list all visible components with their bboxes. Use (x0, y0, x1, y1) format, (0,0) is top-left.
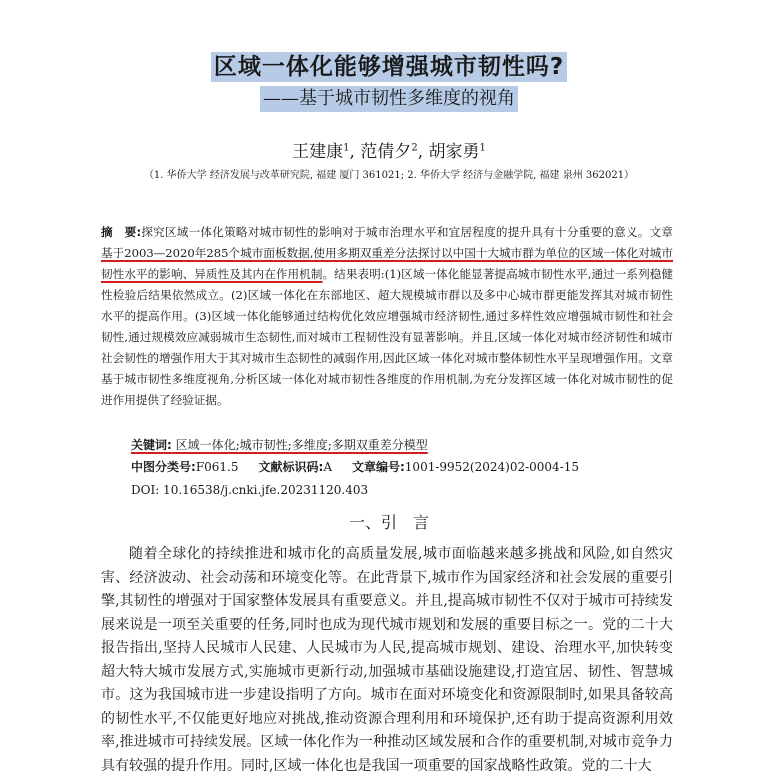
author-affil-mark: 1 (343, 142, 350, 154)
affiliations: （1. 华侨大学 经济发展与改革研究院, 福建 厦门 361021; 2. 华侨大学 经济与金融学院, 福建 泉州 362021） (143, 170, 635, 181)
subtitle-block (0, 86, 778, 112)
author-name: 胡家勇 (428, 142, 480, 162)
article-no-value: 1001-9952(2024)02-0004-15 (404, 460, 580, 474)
doc-code-label: 文献标识码: (258, 460, 324, 474)
title-block (0, 52, 778, 82)
paper-title: 区域一体化能够增强城市韧性吗? (211, 52, 567, 82)
abstract-text: 。结果表明:(1)区域一体化能显著提高城市韧性水平,通过一系列稳健性检验后结果依然成立。(2)区域一体化在东部地区、超大规模城市群以及多中心城市群更能发挥其对城市韧性水平的提高作用。(3)区域一体化能够通过结构优化效应增强城市经济韧性,通过多样性效应增强城市韧性和社会韧性,通过规模效应减弱城市生态韧性,而对城市工程韧性没有显著影响。并且,区域一体化对城市经济韧性和城市社会韧性的增强作用大于其对城市生态韧性的减弱作用,因此区域一体化对城市整体韧性水平呈现增强作用。文章基于城市韧性多维度视角,分析区域一体化对城市韧性各维度的作用机制,为充分发挥区域一体化对城市韧性的促进作用提供了经验证据。 (101, 267, 673, 407)
keywords-label: 关键词: (131, 438, 172, 452)
author-affil-mark: 2 (411, 142, 418, 154)
abstract-highlight: 基于2003—2020年285个城市面板数据,使用多期双重差分法探讨以中国十大城市群为单位的区域一体化对城市韧性水平的影响、异质性及其内在作用机制 (101, 246, 673, 281)
keywords (131, 436, 428, 454)
section-heading: 一、引 言 (348, 513, 429, 532)
clc-value: F061.5 (195, 460, 239, 474)
doc-code-value: A (323, 460, 332, 474)
doi: DOI: 10.16538/j.cnki.jfe.20231120.403 (131, 483, 369, 497)
author-name: 王建康 (292, 142, 344, 162)
author-separator: , (349, 142, 361, 162)
paper-subtitle: ——基于城市韧性多维度的视角 (260, 86, 518, 112)
keywords-value: 区域一体化;城市韧性;多维度;多期双重差分模型 (175, 438, 428, 452)
author-name: 范倩夕 (360, 142, 412, 162)
abstract (101, 222, 673, 411)
abstract-text: 探究区域一体化策略对城市韧性的影响对于城市治理水平和宜居程度的提升具有十分重要的意义。文章 (141, 225, 673, 239)
author-separator: , (417, 142, 429, 162)
author-affil-mark: 1 (479, 142, 486, 154)
clc-label: 中图分类号: (131, 460, 196, 474)
abstract-label: 摘 要: (101, 225, 142, 239)
author-list (0, 137, 778, 162)
article-no-label: 文章编号: (351, 460, 405, 474)
classification-line (131, 458, 579, 476)
body-paragraph: 随着全球化的持续推进和城市化的高质量发展,城市面临越来越多挑战和风险,如自然灾害、经济波动、社会动荡和环境变化等。在此背景下,城市作为国家经济和社会发展的重要引擎,其韧性的增强对于国家整体发展具有重要意义。并且,提高城市韧性不仅对于城市可持续发展来说是一项至关重要的任务,同时也成为现代城市规划和发展的重要目标之一。党的二十大报告指出,坚持人民城市人民建、人民城市为人民,提高城市规划、建设、治理水平,加快转变超大特大城市发展方式,实施城市更新行动,加强城市基础设施建设,打造宜居、韧性、智慧城市。这为我国城市进一步建设指明了方向。城市在面对环境变化和资源限制时,如果具备较高的韧性水平,不仅能更好地应对挑战,推动资源合理利用和环境保护,还有助于提高资源利用效率,推进城市可持续发展。区域一体化作为一种推动区域发展和合作的重要机制,对城市竞争力具有较强的提升作用。同时,区域一体化也是我国一项重要的国家战略性政策。党的二十大 (101, 546, 673, 774)
